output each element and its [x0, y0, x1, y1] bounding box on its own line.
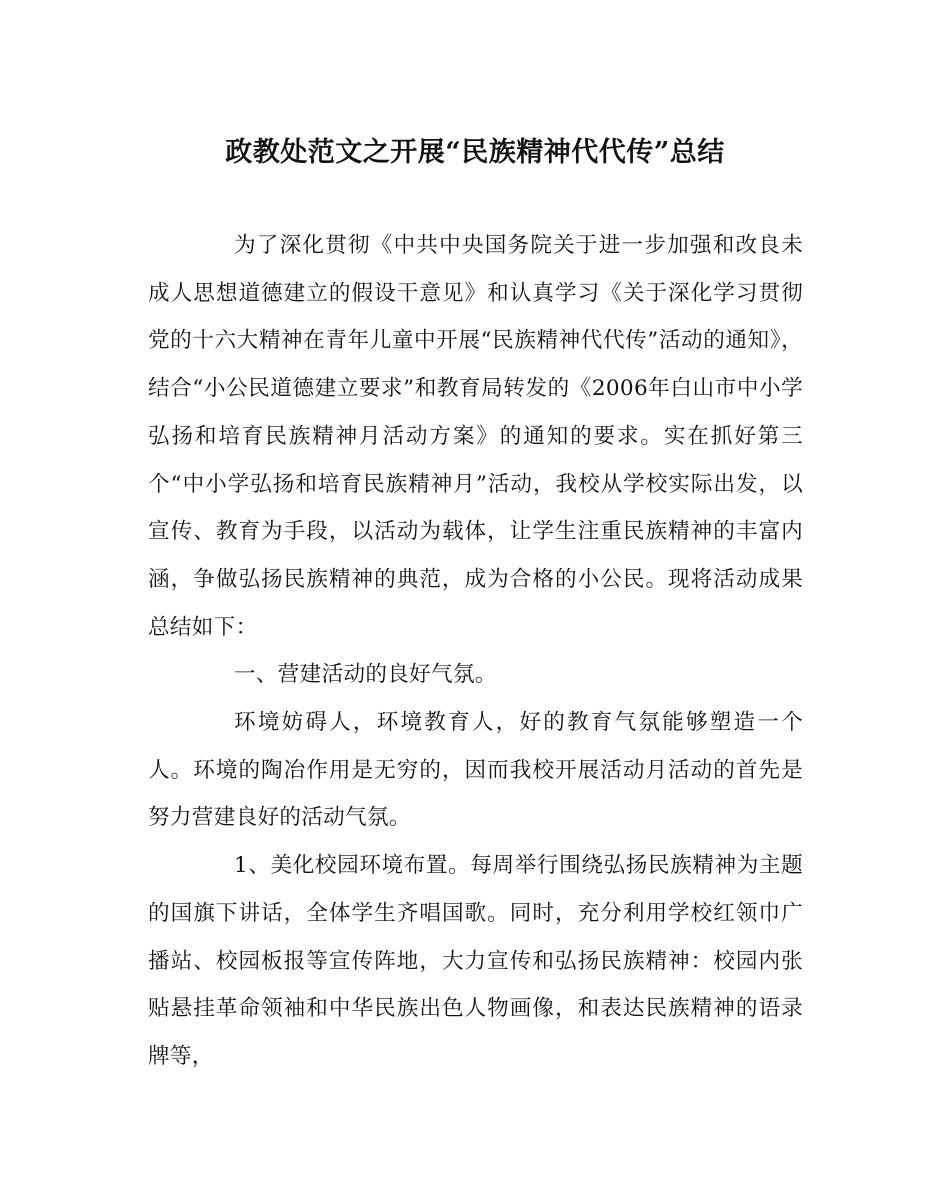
paragraph-section-heading: 一、营建活动的良好气氛。	[234, 662, 497, 688]
paragraph-item-1: 1、美化校园环境布置。每周举行围绕弘扬民族精神为主题的国旗下讲话，全体学生齐唱国歌。同时，充分利用学校红领巾广播站、校园板报等宣传阵地，大力宣传和弘扬民族精神：校园内张贴悬挂革命领袖和中华民族出色人物画像，和表达民族精神的语录牌等，	[148, 853, 803, 1069]
document-body	[148, 222, 803, 1081]
paragraph-intro: 为了深化贯彻《中共中央国务院关于进一步加强和改良未成人思想道德建立的假设干意见》和认真学习《关于深化学习贯彻党的十六大精神在青年儿童中开展“民族精神代代传”活动的通知》，结合“小公民道德建立要求”和教育局转发的《2006年白山市中小学弘扬和培育民族精神月活动方案》的通知的要求。实在抓好第三个“中小学弘扬和培育民族精神月”活动，我校从学校实际出发，以宣传、教育为手段，以活动为载体，让学生注重民族精神的丰富内涵，争做弘扬民族精神的典范，成为合格的小公民。现将活动成果总结如下：	[148, 233, 803, 640]
paragraph-environment: 环境妨碍人，环境教育人，好的教育气氛能够塑造一个人。环境的陶冶作用是无穷的，因而我校开展活动月活动的首先是努力营建良好的活动气氛。	[148, 710, 803, 831]
document-title: 政教处范文之开展“民族精神代代传”总结	[225, 137, 725, 168]
